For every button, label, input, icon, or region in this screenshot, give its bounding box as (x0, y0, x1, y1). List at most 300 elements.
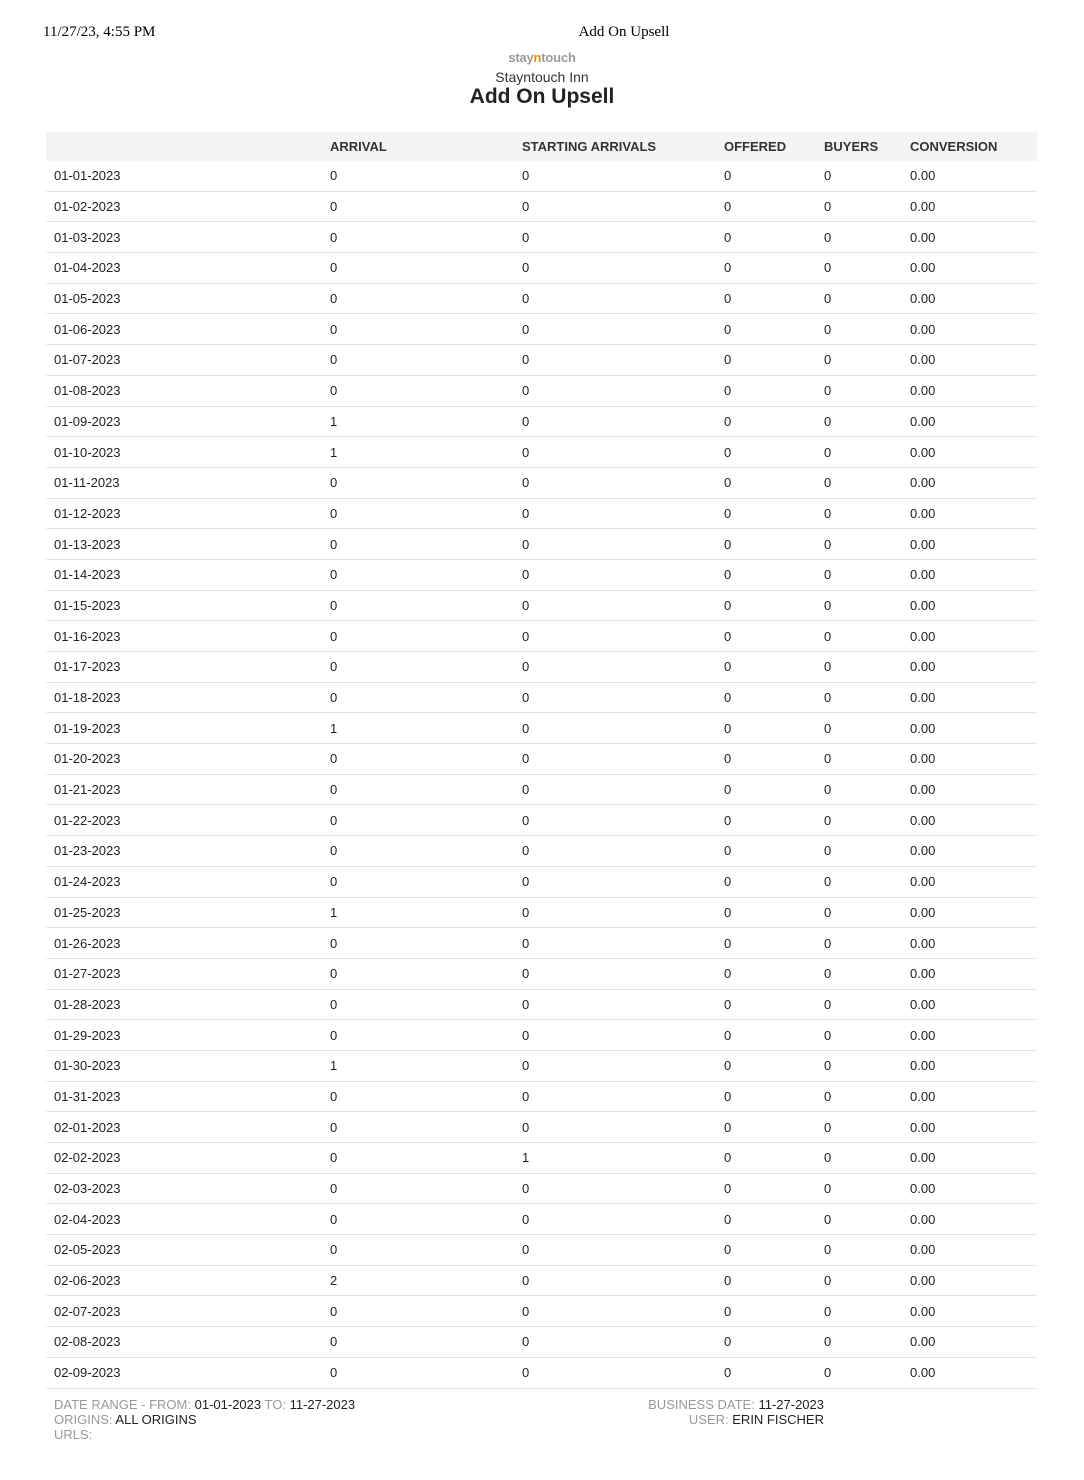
cell-arrival: 1 (330, 406, 522, 437)
cell-conversion: 0.00 (910, 253, 1037, 284)
table-row (46, 1050, 1037, 1081)
cell-conversion: 0.00 (910, 897, 1037, 928)
cell-arrival: 0 (330, 774, 522, 805)
date-range-label: DATE RANGE - FROM: (54, 1397, 191, 1412)
cell-date: 01-08-2023 (46, 375, 330, 406)
cell-offered: 0 (724, 744, 824, 775)
cell-offered: 0 (724, 805, 824, 836)
cell-buyers: 0 (824, 590, 910, 621)
cell-date: 01-07-2023 (46, 345, 330, 376)
business-date-label: BUSINESS DATE: (648, 1397, 755, 1412)
table-row (46, 253, 1037, 284)
cell-conversion: 0.00 (910, 1235, 1037, 1266)
cell-starting-arrivals: 0 (522, 836, 724, 867)
cell-arrival: 0 (330, 529, 522, 560)
table-row (46, 283, 1037, 314)
cell-conversion: 0.00 (910, 467, 1037, 498)
cell-starting-arrivals: 0 (522, 1020, 724, 1051)
cell-offered: 0 (724, 1265, 824, 1296)
cell-conversion: 0.00 (910, 1112, 1037, 1143)
cell-offered: 0 (724, 345, 824, 376)
cell-starting-arrivals: 0 (522, 345, 724, 376)
cell-buyers: 0 (824, 467, 910, 498)
cell-offered: 0 (724, 897, 824, 928)
cell-buyers: 0 (824, 652, 910, 683)
cell-buyers: 0 (824, 559, 910, 590)
cell-arrival: 0 (330, 1235, 522, 1266)
cell-conversion: 0.00 (910, 161, 1037, 191)
hotel-name: Stayntouch Inn (495, 69, 589, 85)
cell-starting-arrivals: 0 (522, 928, 724, 959)
cell-arrival: 0 (330, 1143, 522, 1174)
cell-conversion: 0.00 (910, 1204, 1037, 1235)
cell-conversion: 0.00 (910, 1143, 1037, 1174)
cell-conversion: 0.00 (910, 529, 1037, 560)
cell-arrival: 0 (330, 314, 522, 345)
cell-date: 01-29-2023 (46, 1020, 330, 1051)
cell-buyers: 0 (824, 161, 910, 191)
cell-date: 01-31-2023 (46, 1081, 330, 1112)
cell-offered: 0 (724, 1112, 824, 1143)
cell-arrival: 0 (330, 1112, 522, 1143)
cell-offered: 0 (724, 1081, 824, 1112)
cell-conversion: 0.00 (910, 222, 1037, 253)
cell-offered: 0 (724, 253, 824, 284)
cell-date: 01-09-2023 (46, 406, 330, 437)
cell-date: 02-05-2023 (46, 1235, 330, 1266)
table-row (46, 866, 1037, 897)
cell-date: 01-13-2023 (46, 529, 330, 560)
column-header-arrival: ARRIVAL (330, 139, 387, 154)
cell-date: 01-12-2023 (46, 498, 330, 529)
urls-label: URLS: (54, 1427, 93, 1442)
cell-buyers: 0 (824, 1235, 910, 1266)
cell-arrival: 1 (330, 897, 522, 928)
cell-offered: 0 (724, 836, 824, 867)
cell-date: 01-25-2023 (46, 897, 330, 928)
cell-buyers: 0 (824, 1357, 910, 1388)
cell-buyers: 0 (824, 713, 910, 744)
table-row (46, 744, 1037, 775)
cell-arrival: 1 (330, 437, 522, 468)
table-row (46, 682, 1037, 713)
cell-buyers: 0 (824, 805, 910, 836)
cell-date: 01-16-2023 (46, 621, 330, 652)
cell-offered: 0 (724, 375, 824, 406)
cell-starting-arrivals: 0 (522, 897, 724, 928)
cell-date: 01-28-2023 (46, 989, 330, 1020)
cell-arrival: 0 (330, 989, 522, 1020)
cell-buyers: 0 (824, 529, 910, 560)
cell-conversion: 0.00 (910, 1265, 1037, 1296)
table-row (46, 529, 1037, 560)
cell-buyers: 0 (824, 345, 910, 376)
cell-date: 01-30-2023 (46, 1050, 330, 1081)
footer-business-date (524, 1397, 824, 1412)
cell-date: 01-23-2023 (46, 836, 330, 867)
table-row (46, 1020, 1037, 1051)
cell-buyers: 0 (824, 1173, 910, 1204)
cell-arrival: 2 (330, 1265, 522, 1296)
cell-arrival: 0 (330, 682, 522, 713)
cell-buyers: 0 (824, 222, 910, 253)
print-page-title: Add On Upsell (578, 24, 670, 40)
cell-offered: 0 (724, 958, 824, 989)
cell-buyers: 0 (824, 958, 910, 989)
table-row (46, 498, 1037, 529)
cell-buyers: 0 (824, 1296, 910, 1327)
cell-buyers: 0 (824, 498, 910, 529)
cell-conversion: 0.00 (910, 1020, 1037, 1051)
cell-starting-arrivals: 0 (522, 590, 724, 621)
cell-starting-arrivals: 0 (522, 682, 724, 713)
table-row (46, 713, 1037, 744)
column-header-offered: OFFERED (724, 139, 787, 154)
table-row (46, 161, 1037, 191)
table-row (46, 1235, 1037, 1266)
table-row (46, 897, 1037, 928)
cell-arrival: 0 (330, 222, 522, 253)
cell-starting-arrivals: 0 (522, 744, 724, 775)
cell-arrival: 0 (330, 1357, 522, 1388)
cell-arrival: 0 (330, 958, 522, 989)
table-row (46, 774, 1037, 805)
cell-date: 02-09-2023 (46, 1357, 330, 1388)
cell-conversion: 0.00 (910, 652, 1037, 683)
cell-arrival: 0 (330, 1296, 522, 1327)
cell-offered: 0 (724, 559, 824, 590)
cell-conversion: 0.00 (910, 866, 1037, 897)
cell-arrival: 0 (330, 1020, 522, 1051)
cell-conversion: 0.00 (910, 1296, 1037, 1327)
cell-date: 01-10-2023 (46, 437, 330, 468)
cell-buyers: 0 (824, 1204, 910, 1235)
cell-arrival: 1 (330, 713, 522, 744)
column-header-date (46, 132, 330, 161)
cell-starting-arrivals: 0 (522, 1204, 724, 1235)
cell-offered: 0 (724, 191, 824, 222)
cell-conversion: 0.00 (910, 958, 1037, 989)
cell-conversion: 0.00 (910, 559, 1037, 590)
cell-arrival: 0 (330, 1204, 522, 1235)
table-row (46, 375, 1037, 406)
table-row (46, 1112, 1037, 1143)
date-range-to-label: TO: (264, 1397, 286, 1412)
cell-buyers: 0 (824, 1020, 910, 1051)
cell-starting-arrivals: 0 (522, 621, 724, 652)
date-range-to: 11-27-2023 (289, 1397, 356, 1412)
cell-date: 01-22-2023 (46, 805, 330, 836)
logo-text-touch: touch (541, 50, 576, 65)
cell-starting-arrivals: 0 (522, 375, 724, 406)
cell-buyers: 0 (824, 1143, 910, 1174)
logo-text-stay: stay (508, 50, 534, 65)
cell-starting-arrivals: 0 (522, 437, 724, 468)
cell-offered: 0 (724, 713, 824, 744)
cell-buyers: 0 (824, 1050, 910, 1081)
cell-arrival: 0 (330, 253, 522, 284)
print-datetime: 11/27/23, 4:55 PM (43, 24, 156, 40)
cell-starting-arrivals: 0 (522, 529, 724, 560)
cell-date: 02-07-2023 (46, 1296, 330, 1327)
report-title: Add On Upsell (469, 85, 615, 108)
cell-starting-arrivals: 0 (522, 1173, 724, 1204)
cell-conversion: 0.00 (910, 774, 1037, 805)
table-row (46, 590, 1037, 621)
cell-starting-arrivals: 0 (522, 406, 724, 437)
cell-conversion: 0.00 (910, 1081, 1037, 1112)
cell-offered: 0 (724, 406, 824, 437)
cell-arrival: 0 (330, 1173, 522, 1204)
cell-buyers: 0 (824, 437, 910, 468)
cell-starting-arrivals: 0 (522, 1296, 724, 1327)
cell-starting-arrivals: 0 (522, 498, 724, 529)
cell-date: 01-06-2023 (46, 314, 330, 345)
cell-offered: 0 (724, 652, 824, 683)
cell-arrival: 0 (330, 375, 522, 406)
cell-buyers: 0 (824, 1112, 910, 1143)
cell-offered: 0 (724, 1235, 824, 1266)
cell-starting-arrivals: 0 (522, 1081, 724, 1112)
cell-arrival: 0 (330, 559, 522, 590)
table-row (46, 467, 1037, 498)
cell-arrival: 0 (330, 805, 522, 836)
cell-date: 02-02-2023 (46, 1143, 330, 1174)
footer-user (524, 1412, 824, 1427)
cell-date: 01-11-2023 (46, 467, 330, 498)
cell-starting-arrivals: 0 (522, 283, 724, 314)
table-body (46, 161, 1037, 1388)
cell-buyers: 0 (824, 774, 910, 805)
cell-buyers: 0 (824, 928, 910, 959)
cell-arrival: 0 (330, 1081, 522, 1112)
cell-buyers: 0 (824, 897, 910, 928)
cell-conversion: 0.00 (910, 590, 1037, 621)
cell-conversion: 0.00 (910, 713, 1037, 744)
cell-arrival: 0 (330, 1327, 522, 1358)
report-table (46, 132, 1037, 1389)
cell-starting-arrivals: 0 (522, 713, 724, 744)
footer-urls (54, 1427, 355, 1442)
cell-offered: 0 (724, 467, 824, 498)
cell-date: 01-26-2023 (46, 928, 330, 959)
cell-arrival: 0 (330, 590, 522, 621)
cell-conversion: 0.00 (910, 191, 1037, 222)
cell-offered: 0 (724, 682, 824, 713)
cell-offered: 0 (724, 621, 824, 652)
table-row (46, 1327, 1037, 1358)
cell-date: 02-01-2023 (46, 1112, 330, 1143)
table-row (46, 805, 1037, 836)
cell-starting-arrivals: 0 (522, 652, 724, 683)
cell-conversion: 0.00 (910, 805, 1037, 836)
table-row (46, 1296, 1037, 1327)
table-row (46, 1143, 1037, 1174)
cell-buyers: 0 (824, 1265, 910, 1296)
cell-buyers: 0 (824, 191, 910, 222)
column-header-buyers: BUYERS (824, 139, 879, 154)
cell-arrival: 0 (330, 345, 522, 376)
table-row (46, 1204, 1037, 1235)
cell-buyers: 0 (824, 1081, 910, 1112)
cell-conversion: 0.00 (910, 437, 1037, 468)
cell-buyers: 0 (824, 836, 910, 867)
date-range-from: 01-01-2023 (194, 1397, 262, 1412)
cell-conversion: 0.00 (910, 1050, 1037, 1081)
footer-meta (524, 1397, 824, 1427)
stayntouch-logo (0, 50, 1084, 65)
footer-origins (54, 1412, 355, 1427)
origins-value: ALL ORIGINS (115, 1412, 197, 1427)
cell-conversion: 0.00 (910, 621, 1037, 652)
cell-conversion: 0.00 (910, 283, 1037, 314)
cell-date: 01-18-2023 (46, 682, 330, 713)
cell-offered: 0 (724, 437, 824, 468)
cell-offered: 0 (724, 1327, 824, 1358)
table-row (46, 928, 1037, 959)
cell-buyers: 0 (824, 253, 910, 284)
cell-conversion: 0.00 (910, 744, 1037, 775)
cell-conversion: 0.00 (910, 1173, 1037, 1204)
cell-date: 02-03-2023 (46, 1173, 330, 1204)
cell-conversion: 0.00 (910, 1327, 1037, 1358)
cell-offered: 0 (724, 1050, 824, 1081)
cell-date: 01-21-2023 (46, 774, 330, 805)
cell-starting-arrivals: 0 (522, 253, 724, 284)
cell-date: 01-04-2023 (46, 253, 330, 284)
cell-starting-arrivals: 0 (522, 958, 724, 989)
cell-conversion: 0.00 (910, 375, 1037, 406)
cell-starting-arrivals: 0 (522, 559, 724, 590)
cell-arrival: 0 (330, 161, 522, 191)
cell-arrival: 0 (330, 283, 522, 314)
cell-offered: 0 (724, 1143, 824, 1174)
cell-starting-arrivals: 0 (522, 774, 724, 805)
cell-date: 01-01-2023 (46, 161, 330, 191)
cell-starting-arrivals: 0 (522, 805, 724, 836)
cell-starting-arrivals: 0 (522, 1265, 724, 1296)
cell-arrival: 0 (330, 866, 522, 897)
cell-conversion: 0.00 (910, 314, 1037, 345)
table-row (46, 1357, 1037, 1388)
cell-date: 02-06-2023 (46, 1265, 330, 1296)
cell-offered: 0 (724, 1173, 824, 1204)
user-label: USER: (688, 1412, 729, 1427)
cell-buyers: 0 (824, 866, 910, 897)
cell-date: 01-17-2023 (46, 652, 330, 683)
cell-conversion: 0.00 (910, 928, 1037, 959)
cell-date: 01-20-2023 (46, 744, 330, 775)
table-row (46, 222, 1037, 253)
cell-starting-arrivals: 0 (522, 989, 724, 1020)
cell-conversion: 0.00 (910, 345, 1037, 376)
footer-date-range (54, 1397, 355, 1412)
cell-buyers: 0 (824, 314, 910, 345)
column-header-starting-arrivals: STARTING ARRIVALS (522, 139, 657, 154)
business-date-value: 11-27-2023 (758, 1397, 824, 1412)
cell-offered: 0 (724, 1296, 824, 1327)
cell-buyers: 0 (824, 1327, 910, 1358)
table-row (46, 652, 1037, 683)
cell-starting-arrivals: 0 (522, 467, 724, 498)
cell-offered: 0 (724, 314, 824, 345)
cell-offered: 0 (724, 498, 824, 529)
cell-arrival: 0 (330, 744, 522, 775)
cell-starting-arrivals: 0 (522, 1235, 724, 1266)
cell-conversion: 0.00 (910, 836, 1037, 867)
cell-conversion: 0.00 (910, 498, 1037, 529)
cell-buyers: 0 (824, 375, 910, 406)
cell-date: 01-15-2023 (46, 590, 330, 621)
cell-date: 01-27-2023 (46, 958, 330, 989)
cell-conversion: 0.00 (910, 406, 1037, 437)
cell-date: 01-24-2023 (46, 866, 330, 897)
table-row (46, 437, 1037, 468)
cell-arrival: 0 (330, 191, 522, 222)
cell-starting-arrivals: 0 (522, 222, 724, 253)
cell-starting-arrivals: 0 (522, 314, 724, 345)
table-row (46, 621, 1037, 652)
cell-starting-arrivals: 1 (522, 1143, 724, 1174)
cell-conversion: 0.00 (910, 1357, 1037, 1388)
cell-starting-arrivals: 0 (522, 161, 724, 191)
cell-starting-arrivals: 0 (522, 1112, 724, 1143)
cell-offered: 0 (724, 529, 824, 560)
table-row (46, 191, 1037, 222)
cell-buyers: 0 (824, 621, 910, 652)
cell-arrival: 0 (330, 652, 522, 683)
cell-buyers: 0 (824, 682, 910, 713)
cell-offered: 0 (724, 866, 824, 897)
column-header-conversion: CONVERSION (910, 139, 998, 154)
cell-buyers: 0 (824, 406, 910, 437)
cell-offered: 0 (724, 283, 824, 314)
cell-offered: 0 (724, 590, 824, 621)
cell-conversion: 0.00 (910, 989, 1037, 1020)
table-row (46, 345, 1037, 376)
origins-label: ORIGINS: (54, 1412, 113, 1427)
cell-offered: 0 (724, 928, 824, 959)
table-row (46, 1173, 1037, 1204)
cell-arrival: 1 (330, 1050, 522, 1081)
table-row (46, 836, 1037, 867)
cell-starting-arrivals: 0 (522, 866, 724, 897)
cell-starting-arrivals: 0 (522, 1327, 724, 1358)
cell-starting-arrivals: 0 (522, 1357, 724, 1388)
cell-date: 01-19-2023 (46, 713, 330, 744)
cell-date: 01-05-2023 (46, 283, 330, 314)
cell-arrival: 0 (330, 498, 522, 529)
user-value: ERIN FISCHER (732, 1412, 824, 1427)
cell-buyers: 0 (824, 744, 910, 775)
table-row (46, 314, 1037, 345)
table-row (46, 989, 1037, 1020)
cell-arrival: 0 (330, 928, 522, 959)
table-row (46, 958, 1037, 989)
cell-buyers: 0 (824, 283, 910, 314)
cell-offered: 0 (724, 161, 824, 191)
table-header-row (46, 132, 1037, 161)
logo-text-n: n (533, 50, 542, 65)
cell-offered: 0 (724, 774, 824, 805)
cell-date: 02-04-2023 (46, 1204, 330, 1235)
cell-buyers: 0 (824, 989, 910, 1020)
cell-arrival: 0 (330, 836, 522, 867)
cell-offered: 0 (724, 222, 824, 253)
cell-date: 01-03-2023 (46, 222, 330, 253)
cell-date: 01-14-2023 (46, 559, 330, 590)
table-row (46, 559, 1037, 590)
